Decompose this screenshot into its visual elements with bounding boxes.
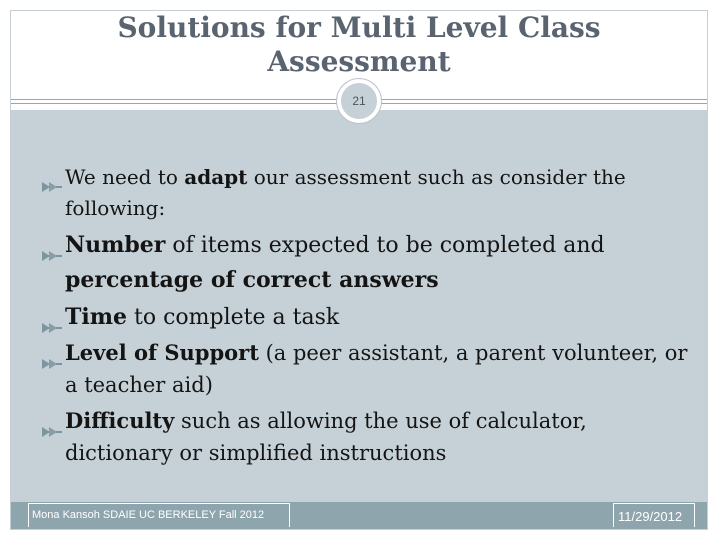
bullet-emphasis: Number <box>65 232 166 258</box>
double-chevron-arrow-icon <box>41 239 63 251</box>
slide-number: 21 <box>352 94 366 108</box>
bullet-list <box>30 162 700 469</box>
slide-title <box>11 11 707 79</box>
bullet-emphasis: Level of Support <box>65 340 259 365</box>
slide-title-line-2: Assessment <box>267 45 451 78</box>
footer-date: 11/29/2012 <box>618 509 683 524</box>
bullet-item <box>30 228 700 298</box>
slide-number-badge <box>337 79 381 123</box>
double-chevron-arrow-icon <box>41 171 63 183</box>
bullet-item <box>30 300 700 335</box>
bullet-emphasis: Time <box>65 304 128 330</box>
bullet-emphasis: Difficulty <box>65 408 175 433</box>
bullet-text: of items expected to be completed and <box>165 233 605 258</box>
bullet-text: We need to <box>65 165 185 189</box>
footer-author: Mona Kansoh SDAIE UC BERKELEY Fall 2012 <box>32 509 265 521</box>
bullet-text: our assessment such as consider the following: <box>65 165 626 220</box>
double-chevron-arrow-icon <box>41 415 63 427</box>
bullet-item <box>30 337 700 401</box>
double-chevron-arrow-icon <box>41 311 63 323</box>
bullet-text: (a peer assistant, a parent volunteer, or a teacher aid) <box>65 341 688 397</box>
bullet-text: to complete a task <box>127 305 340 330</box>
bullet-item <box>30 405 700 469</box>
bullet-item <box>30 162 700 224</box>
bullet-emphasis: adapt <box>184 165 248 189</box>
slide-title-line-1: Solutions for Multi Level Class <box>117 11 601 44</box>
bullet-text: such as allowing the use of calculator, dictionary or simplified instructions <box>65 409 587 465</box>
double-chevron-arrow-icon <box>41 347 63 359</box>
bullet-emphasis: percentage of correct answers <box>65 267 439 293</box>
